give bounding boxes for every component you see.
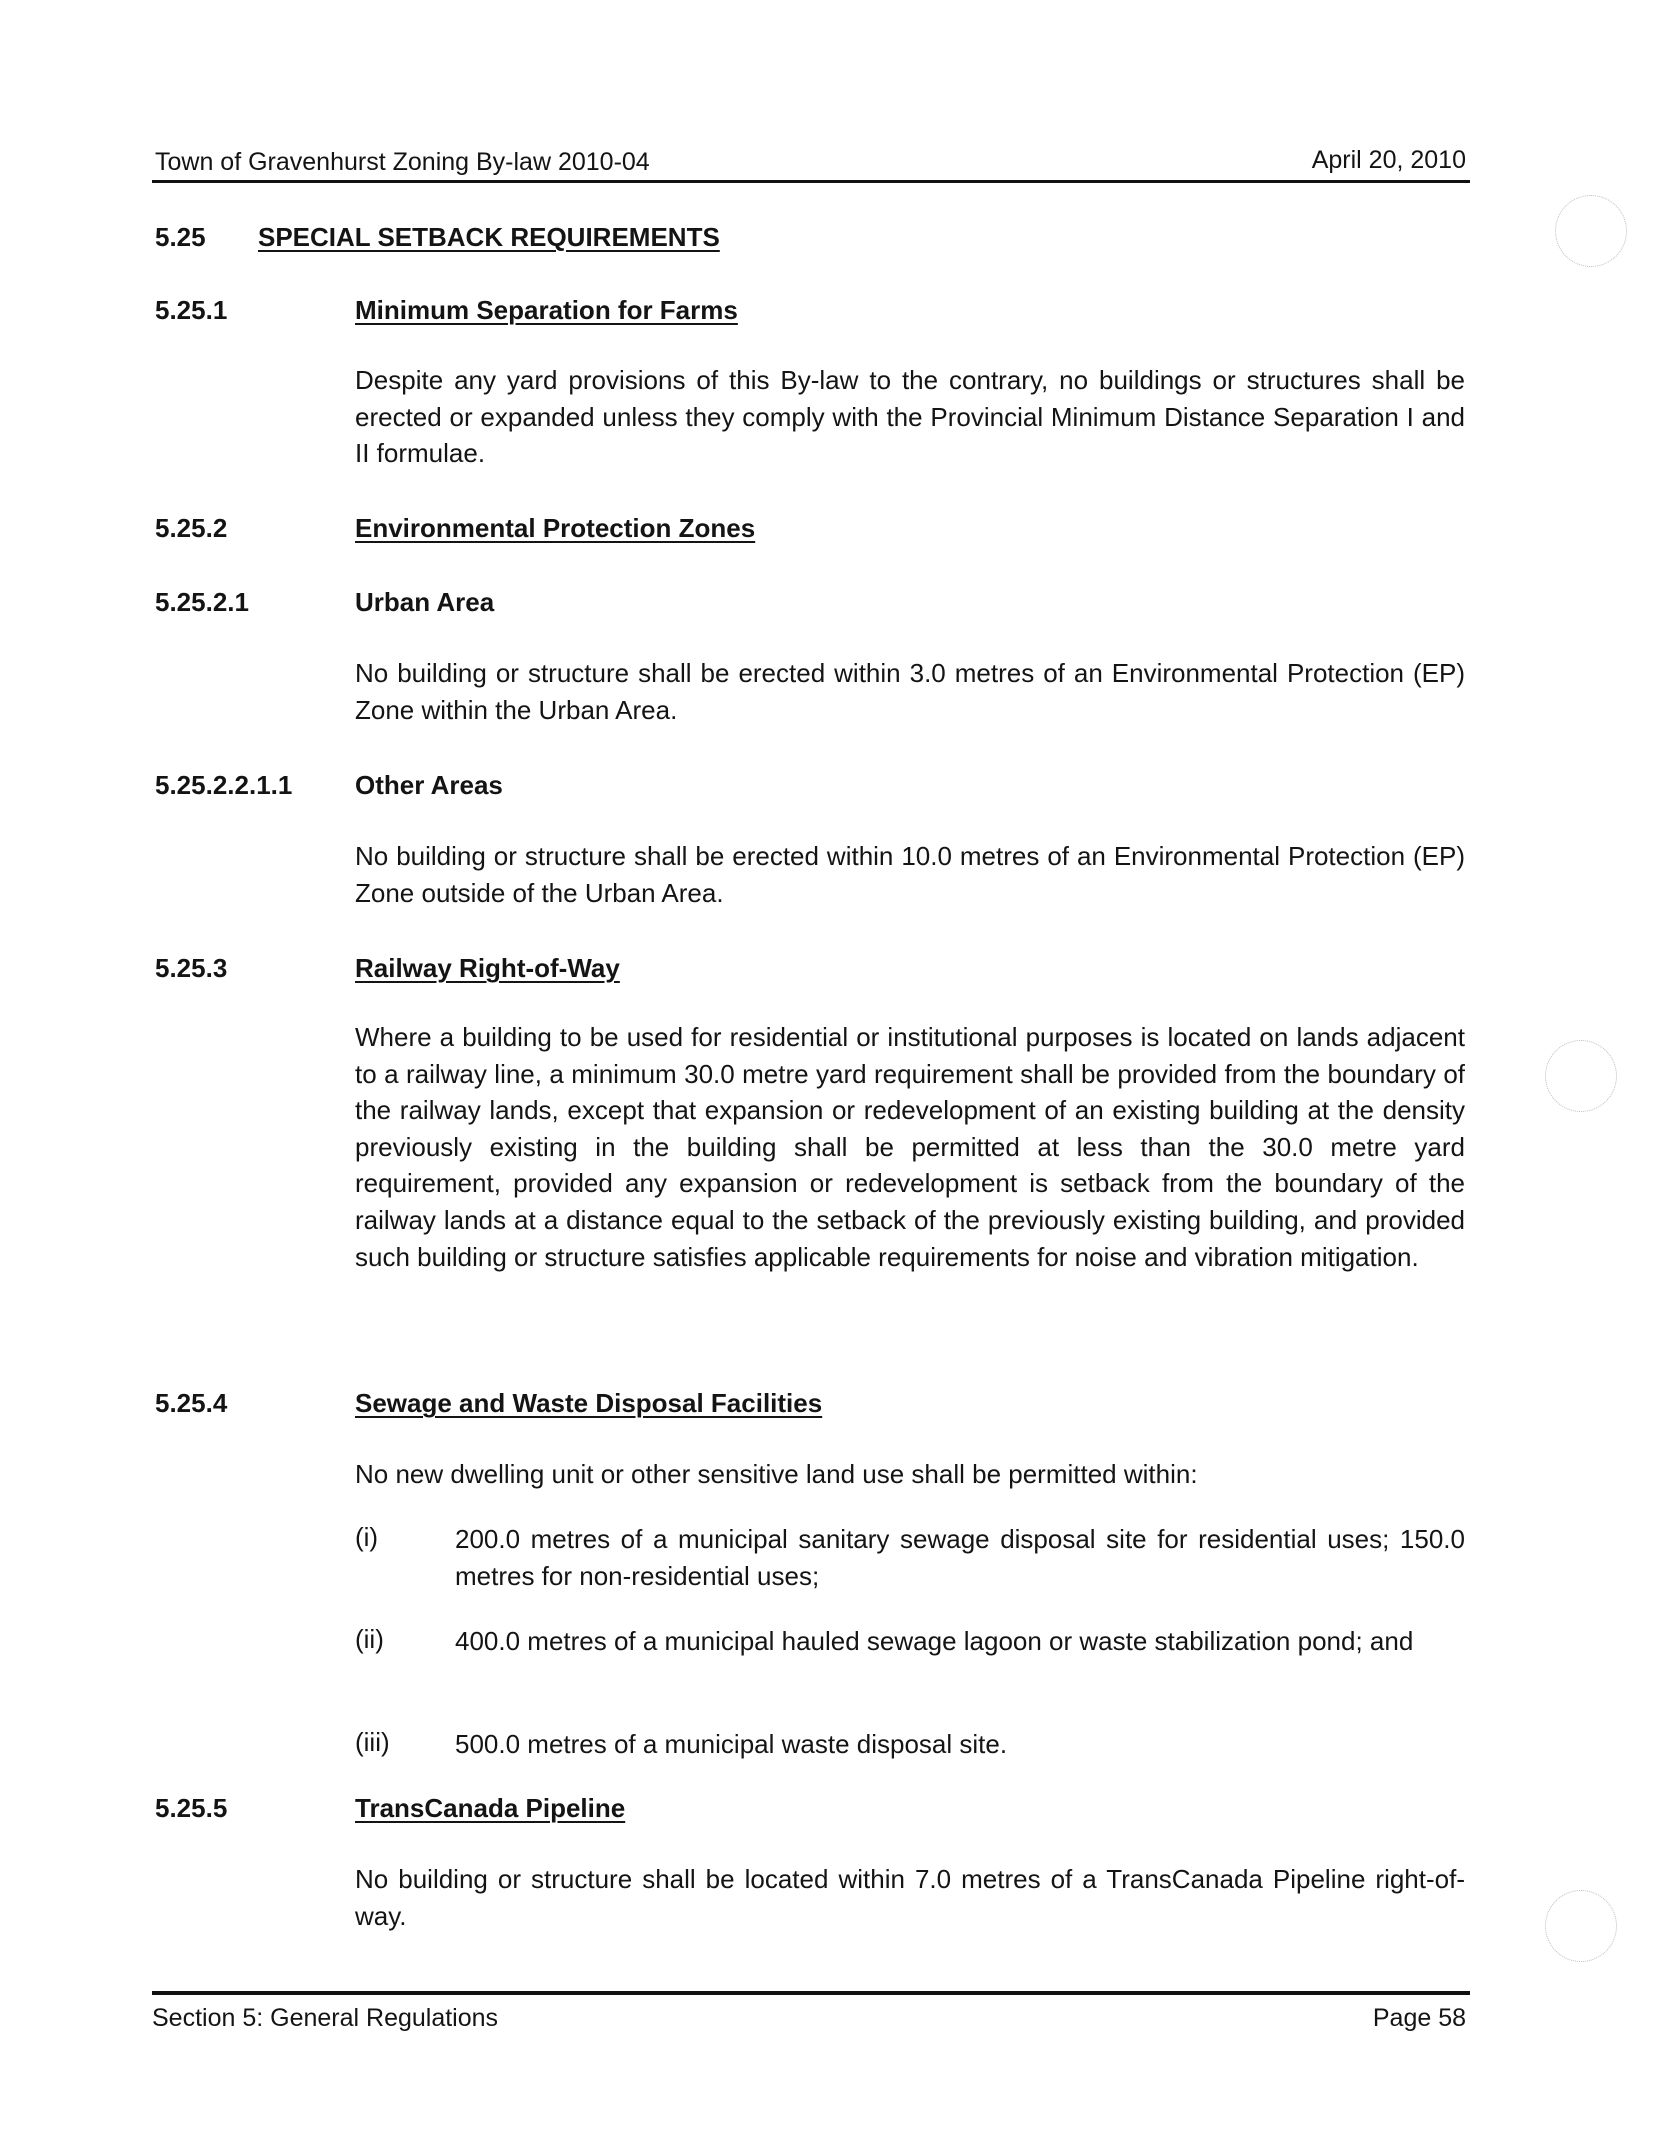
subsection-title: TransCanada Pipeline: [355, 1793, 626, 1823]
list-marker: (ii): [355, 1624, 384, 1654]
footer-page-number: Page 58: [1372, 2004, 1466, 2032]
paragraph: No building or structure shall be erected within 3.0 metres of an Environmental Protection (EP) Zone within the Urban Area.: [355, 658, 1465, 725]
paragraph: No building or structure shall be erected within 10.0 metres of an Environmental Protection (EP) Zone outside of the Urban Area.: [355, 841, 1465, 908]
header-title: Town of Gravenhurst Zoning By-law 2010-04: [155, 148, 650, 176]
subsection-number: 5.25.2.1: [155, 587, 249, 617]
subsection-number: 5.25.5: [155, 1793, 228, 1823]
list-marker: (iii): [355, 1727, 390, 1757]
subsection-title: Railway Right-of-Way: [355, 953, 620, 983]
subsection-title: Urban Area: [355, 587, 495, 617]
header-date: April 20, 2010: [1311, 146, 1466, 174]
punch-hole-icon: [1545, 1040, 1617, 1112]
punch-hole-icon: [1555, 195, 1627, 267]
list-marker: (i): [355, 1522, 379, 1552]
punch-hole-icon: [1545, 1890, 1617, 1962]
list-item: 200.0 metres of a municipal sanitary sewage disposal site for residential uses; 150.0 metres for non-residential uses;: [455, 1524, 1465, 1591]
header-rule: [152, 180, 1470, 183]
subsection-number: 5.25.2: [155, 513, 228, 543]
list-item: 400.0 metres of a municipal hauled sewage lagoon or waste stabilization pond; and: [455, 1626, 1414, 1656]
footer-section: Section 5: General Regulations: [152, 2004, 499, 2032]
subsection-title: Sewage and Waste Disposal Facilities: [355, 1388, 823, 1418]
footer-rule: [152, 1991, 1470, 1995]
section-number: 5.25: [155, 222, 206, 252]
subsection-number: 5.25.2.2.1.1: [155, 770, 293, 800]
subsection-title: Environmental Protection Zones: [355, 513, 756, 543]
paragraph: No new dwelling unit or other sensitive land use shall be permitted within:: [355, 1459, 1198, 1489]
list-item: 500.0 metres of a municipal waste disposal site.: [455, 1729, 1008, 1759]
paragraph: Where a building to be used for residential or institutional purposes is located on lands adjacent to a railway line, a minimum 30.0 metre yard requirement shall be provided from the boundary of the railway lands, except that expansion or redevelopment of an existing building at the density previously existing in the building shall be permitted at less than the 30.0 metre yard requirement, provided any expansion or redevelopment is setback from the boundary of the railway lands at a distance equal to the setback of the previously existing building, and provided such building or structure satisfies applicable requirements for noise and vibration mitigation.: [355, 1022, 1465, 1272]
section-title: SPECIAL SETBACK REQUIREMENTS: [258, 222, 720, 252]
paragraph: Despite any yard provisions of this By-law to the contrary, no buildings or structures shall be erected or expanded unless they comply with the Provincial Minimum Distance Separation I and II formulae.: [355, 365, 1465, 469]
subsection-title: Other Areas: [355, 770, 503, 800]
subsection-number: 5.25.1: [155, 295, 228, 325]
paragraph: No building or structure shall be located within 7.0 metres of a TransCanada Pipeline right-of-way.: [355, 1864, 1465, 1931]
subsection-number: 5.25.3: [155, 953, 228, 983]
subsection-title: Minimum Separation for Farms: [355, 295, 738, 325]
subsection-number: 5.25.4: [155, 1388, 228, 1418]
